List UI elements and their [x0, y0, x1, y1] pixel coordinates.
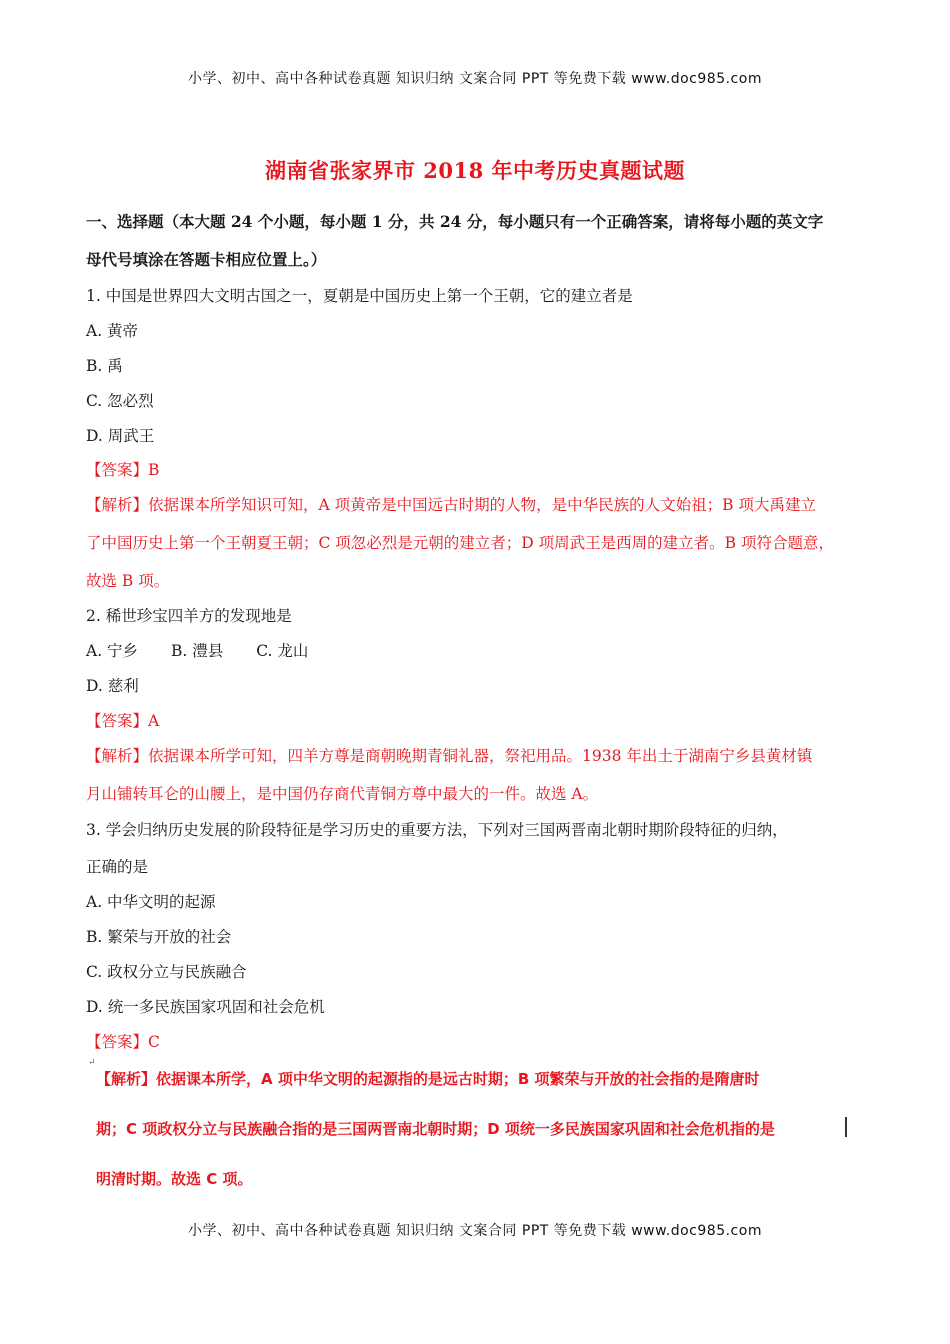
q2-analysis-line-2: 月山铺转耳仑的山腰上，是中国仍存商代青铜方尊中最大的一件。故选 A。 — [86, 785, 599, 803]
q2-option-c: C. 龙山 — [256, 642, 309, 660]
q1-option-b: B. 禹 — [86, 357, 123, 375]
page-title: 湖南省张家界市 2018 年中考历史真题试题 — [264, 158, 686, 183]
q3-analysis-line-2: 期；C 项政权分立与民族融合指的是三国两晋南北朝时期；D 项统一多民族国家巩固和社会危机指的是 — [96, 1120, 775, 1138]
q2-option-a: A. 宁乡 — [86, 642, 139, 660]
q1-stem: 1. 中国是世界四大文明古国之一，夏朝是中国历史上第一个王朝，它的建立者是 — [86, 287, 633, 305]
q3-answer: 【答案】C — [86, 1033, 160, 1051]
q3-option-b: B. 繁荣与开放的社会 — [86, 928, 232, 946]
q2-stem: 2. 稀世珍宝四羊方的发现地是 — [86, 607, 292, 625]
q2-analysis-line-1: 【解析】依据课本所学可知，四羊方尊是商朝晚期青铜礼器，祭祀用品。1938 年出土于湖南宁乡县黄材镇 — [86, 747, 813, 765]
q2-inline-options — [86, 639, 336, 661]
q3-option-c: C. 政权分立与民族融合 — [86, 963, 247, 981]
section-instruction-line-1: 一、选择题（本大题 24 个小题，每小题 1 分，共 24 分，每小题只有一个正确答案，请将每小题的英文字 — [86, 212, 824, 231]
paragraph-mark-icon: ↵ — [88, 1058, 96, 1068]
page-footer: 小学、初中、高中各种试卷真题 知识归纳 文案合同 PPT 等免费下载 www.doc985.com — [188, 1223, 762, 1239]
q2-option-b: B. 澧县 — [171, 642, 224, 660]
q2-answer: 【答案】A — [86, 712, 160, 730]
q1-option-a: A. 黄帝 — [86, 322, 139, 340]
q3-analysis-line-1: 【解析】依据课本所学，A 项中华文明的起源指的是远古时期；B 项繁荣与开放的社会指的是隋唐时 — [96, 1070, 760, 1088]
q1-answer: 【答案】B — [86, 461, 160, 479]
q3-option-d: D. 统一多民族国家巩固和社会危机 — [86, 998, 325, 1016]
q3-stem-line-1: 3. 学会归纳历史发展的阶段特征是学习历史的重要方法，下列对三国两晋南北朝时期阶段特征的归纳， — [86, 821, 788, 839]
q1-analysis-line-1: 【解析】依据课本所学知识可知，A 项黄帝是中国远古时期的人物，是中华民族的人文始祖；B 项大禹建立 — [86, 496, 816, 514]
q1-analysis-line-2: 了中国历史上第一个王朝夏王朝；C 项忽必烈是元朝的建立者；D 项周武王是西周的建立者。B 项符合题意， — [86, 534, 834, 552]
q1-analysis-line-3: 故选 B 项。 — [86, 572, 170, 590]
q3-stem-line-2: 正确的是 — [86, 858, 149, 876]
page-header: 小学、初中、高中各种试卷真题 知识归纳 文案合同 PPT 等免费下载 www.doc985.com — [188, 71, 762, 87]
q1-option-c: C. 忽必烈 — [86, 392, 154, 410]
section-instruction-line-2: 母代号填涂在答题卡相应位置上。） — [86, 250, 327, 269]
q3-analysis-line-3: 明清时期。故选 C 项。 — [96, 1170, 253, 1188]
q3-option-a: A. 中华文明的起源 — [86, 893, 216, 911]
text-cursor — [845, 1117, 847, 1137]
q2-option-d: D. 慈利 — [86, 677, 139, 695]
q1-option-d: D. 周武王 — [86, 427, 155, 445]
